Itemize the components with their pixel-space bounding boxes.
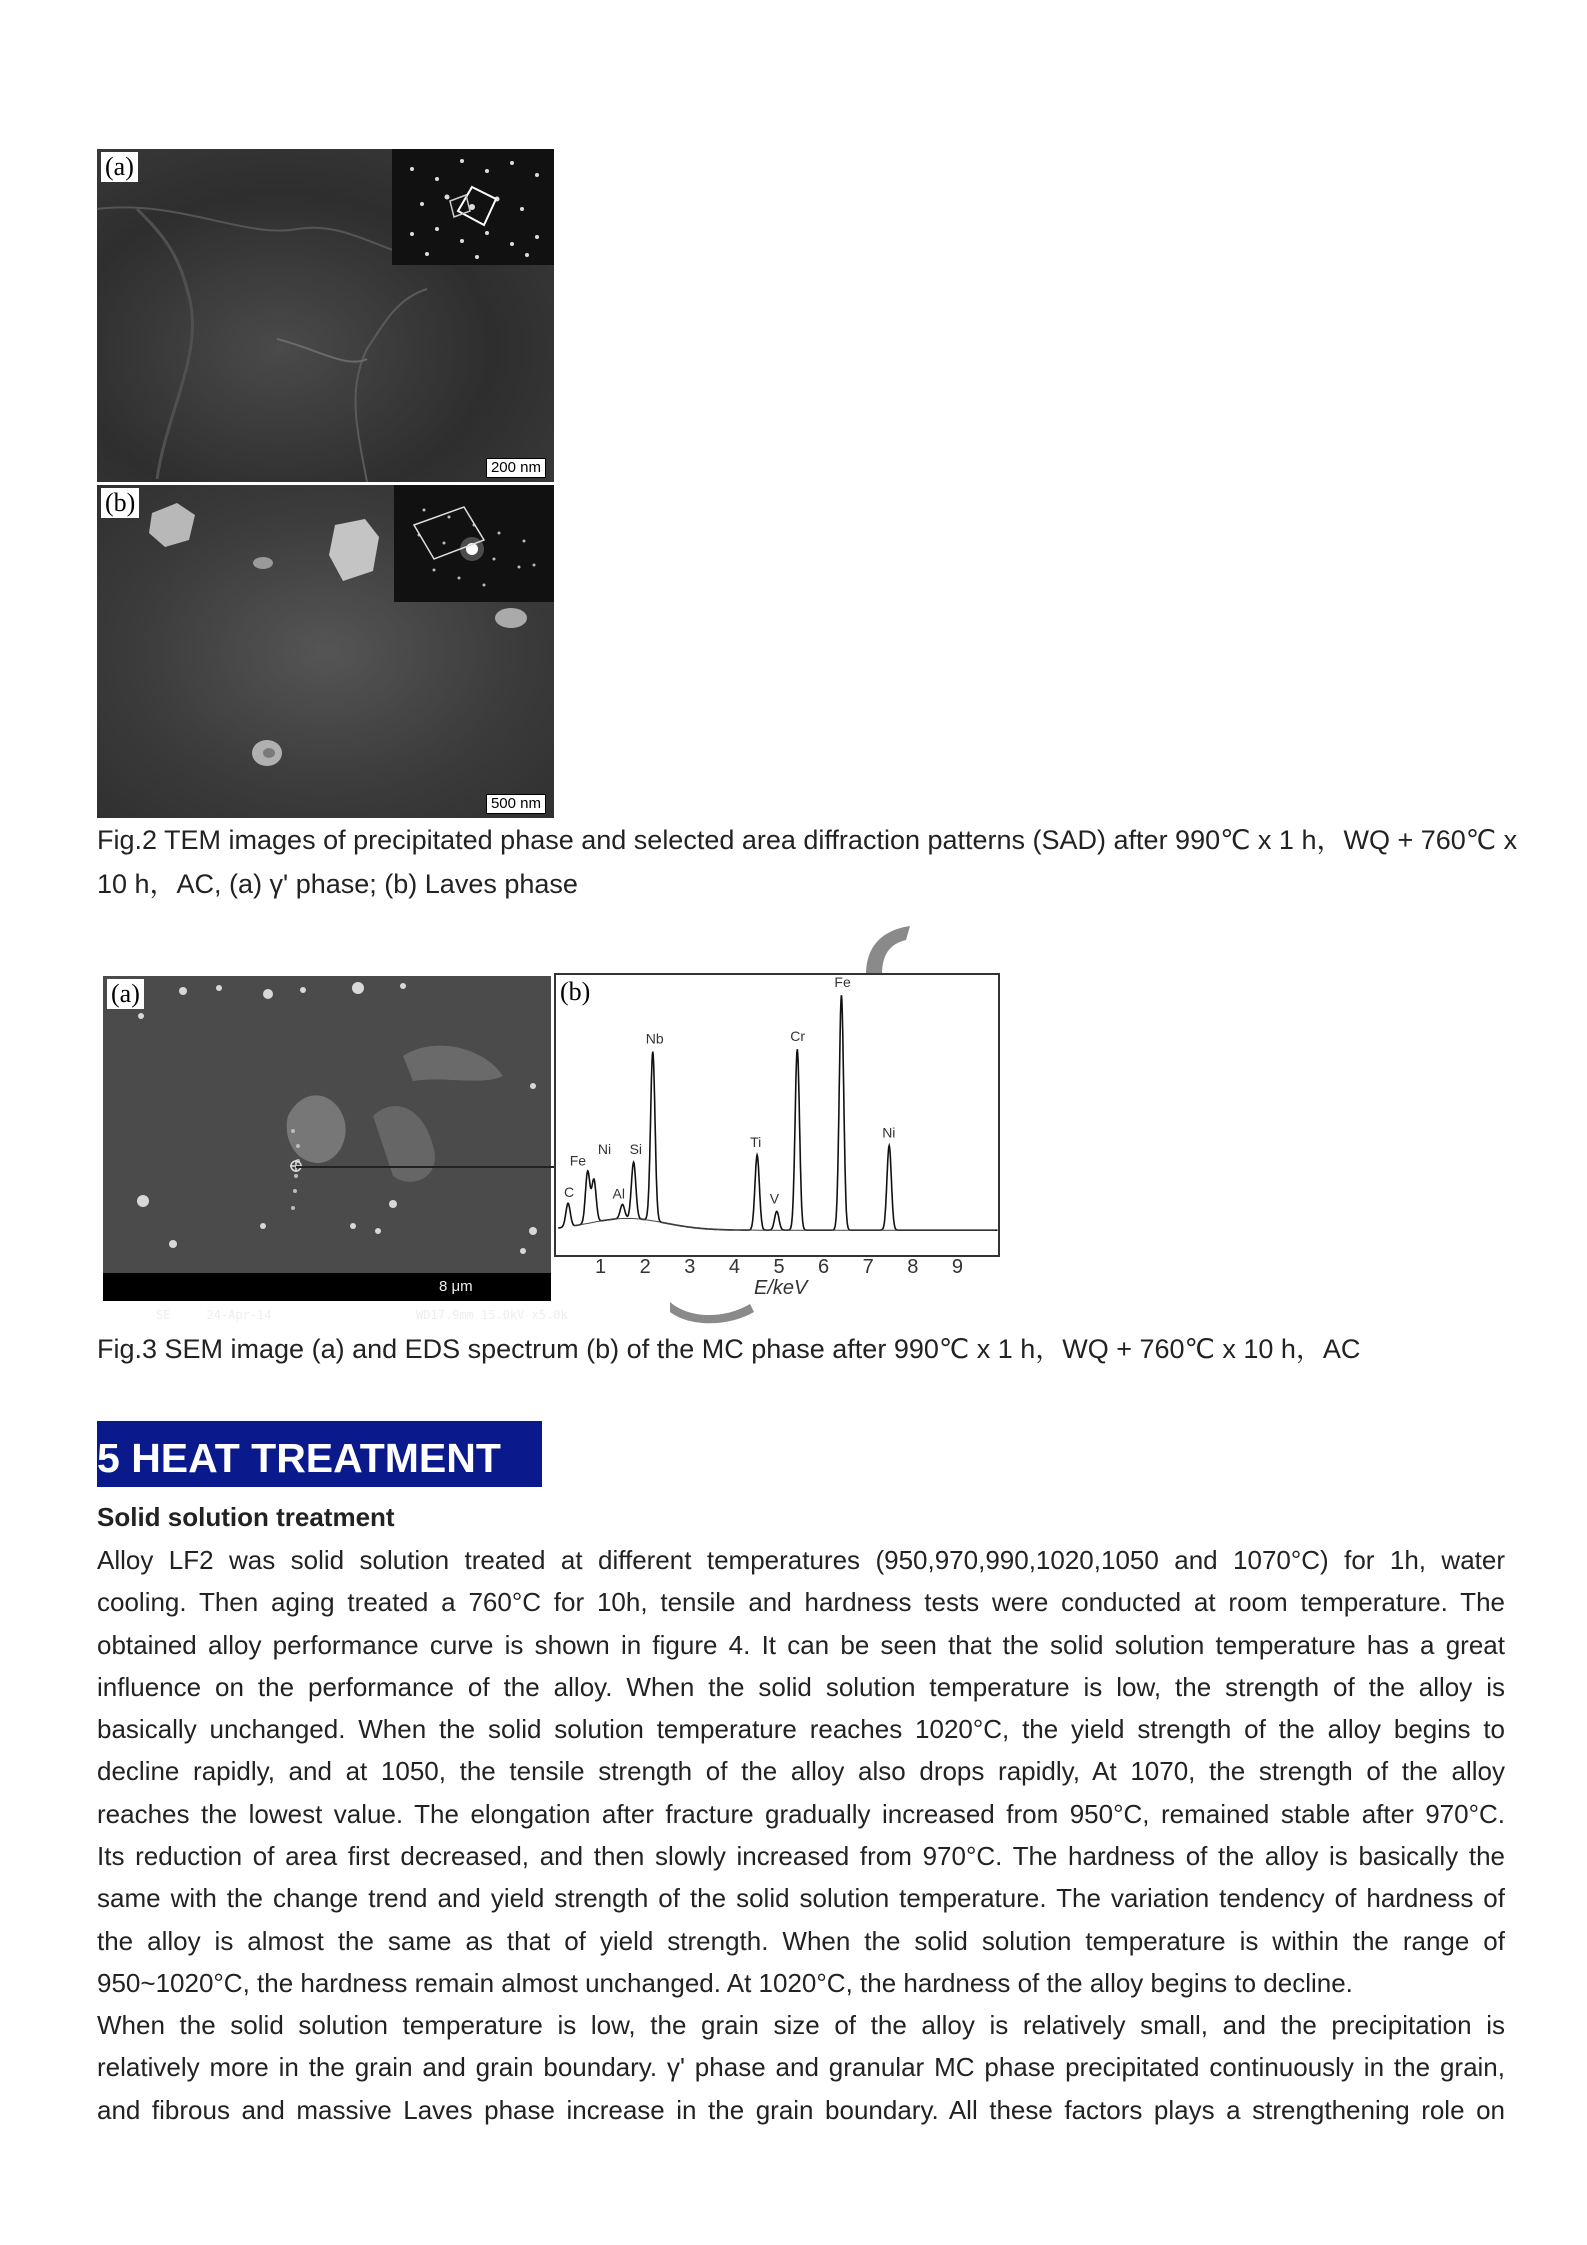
eds-x-tick-label: 9 xyxy=(951,1256,963,1278)
eds-b-label: (b) xyxy=(560,977,591,1006)
eds-peak-label: Fe xyxy=(834,974,851,991)
eds-x-tick-label: 6 xyxy=(818,1256,830,1278)
paragraph-line: reaches the lowest value. The elongation after fracture gradually increased from 950°C, remained stable after 970°C. xyxy=(97,1798,1505,1829)
paragraph-line: When the solid solution temperature is low, the grain size of the alloy is relatively small, and the precipitation is xyxy=(97,2010,1505,2040)
eds-x-tick-label: 5 xyxy=(773,1256,785,1278)
paragraph-line: obtained alloy performance curve is shown in figure 4. It can be seen that the solid solution temperature has a great xyxy=(97,1629,1505,1660)
tem-image-a xyxy=(97,149,554,482)
paragraph-1 xyxy=(97,1539,1505,2004)
eds-peak-label: Ni xyxy=(882,1124,896,1141)
eds-x-tick-label: 4 xyxy=(728,1256,740,1278)
tem-b-scale-bar: 500 nm xyxy=(486,794,546,814)
eds-spectrum-chart xyxy=(556,975,998,1255)
paragraph-line: relatively more in the grain and grain boundary. γ' phase and granular MC phase precipitated continuously in the grain, xyxy=(97,2052,1505,2083)
tem-image-b xyxy=(97,485,554,818)
eds-x-tick-label: 3 xyxy=(684,1256,696,1278)
paragraph-line: the alloy is almost the same as that of yield strength. When the solid solution temperature is within the range of xyxy=(97,1925,1505,1956)
eds-peak-label: Fe xyxy=(569,1152,587,1169)
eds-x-tick-label: 2 xyxy=(639,1256,651,1278)
sad-pattern-b xyxy=(394,485,554,602)
section-heading xyxy=(97,1421,542,1487)
eds-x-axis xyxy=(554,1255,1000,1305)
section-heading-text: 5 HEAT TREATMENT xyxy=(97,1435,501,1481)
eds-peak-label: Nb xyxy=(645,1030,664,1047)
sem-a-label: (a) xyxy=(107,979,144,1009)
fig3-caption: Fig.3 SEM image (a) and EDS spectrum (b) of the MC phase after 990℃ x 1 h，WQ + 760℃ x 10 h，AC xyxy=(97,1334,1361,1364)
paragraph-line: decline rapidly, and at 1050, the tensile strength of the alloy also drops rapidly, At 1070, the strength of the alloy xyxy=(97,1756,1505,1787)
sem-a-texture xyxy=(103,976,551,1301)
paragraph-line: Alloy LF2 was solid solution treated at different temperatures (950,970,990,1020,1050 and 1070°C) for 1h, water xyxy=(97,1545,1505,1575)
fig2-caption-line1: Fig.2 TEM images of precipitated phase and selected area diffraction patterns (SAD) after 990℃ x 1 h，WQ + 760℃ x xyxy=(97,825,1518,855)
eds-peak-label: Ni xyxy=(597,1140,612,1157)
eds-background-line xyxy=(574,1218,996,1230)
paragraph-line: cooling. Then aging treated a 760°C for 10h, tensile and hardness tests were conducted at room temperature. The xyxy=(97,1587,1505,1618)
subheading: Solid solution treatment xyxy=(97,1502,395,1532)
eds-x-tick-label: 8 xyxy=(907,1256,919,1278)
eds-x-tick-label: 1 xyxy=(595,1256,607,1278)
sad-pattern-a-dots xyxy=(392,149,554,265)
fig2-caption xyxy=(97,818,1517,906)
paragraph-line: and fibrous and massive Laves phase increase in the grain boundary. All these factors plays a strengthening role on xyxy=(97,2094,1505,2125)
paragraph-line: influence on the performance of the alloy. When the solid solution temperature is low, the strength of the alloy is xyxy=(97,1671,1505,1702)
sad-pattern-a xyxy=(392,149,554,265)
paragraph-line: Its reduction of area first decreased, and then slowly increased from 970°C. The hardness of the alloy is basically the xyxy=(97,1841,1505,1872)
eds-spectrum-panel xyxy=(554,973,1000,1257)
sem-info-bar xyxy=(103,1273,568,1322)
tem-a-scale-bar: 200 nm xyxy=(486,458,546,478)
sem-info-text: SE 24-Apr-14 WD17.9mm 15.0kV x5.0k xyxy=(155,1308,568,1322)
eds-peak-label: C xyxy=(564,1184,575,1201)
fig2-caption-line2: 10 h，AC, (a) γ' phase; (b) Laves phase xyxy=(97,869,578,899)
sad-pattern-b-dots xyxy=(394,485,554,602)
eds-peak-label: Cr xyxy=(790,1028,806,1045)
tem-b-label: (b) xyxy=(101,488,139,518)
eds-peak-label: Si xyxy=(629,1141,643,1158)
eds-peak-label: Ti xyxy=(750,1133,762,1150)
eds-x-label: E/keV xyxy=(754,1277,808,1299)
paragraph-2 xyxy=(97,2004,1505,2131)
sem-scale-text: 8 μm xyxy=(439,1278,473,1295)
sem-image-a xyxy=(103,976,568,1322)
eds-x-tick-label: 7 xyxy=(862,1256,874,1278)
tem-a-label: (a) xyxy=(101,152,138,182)
paragraph-line: 950~1020°C, the hardness remain almost unchanged. At 1020°C, the hardness of the alloy begins to decline. xyxy=(97,1967,1353,1998)
curved-arrow-top-icon xyxy=(858,920,918,980)
eds-peak-label: V xyxy=(769,1190,780,1207)
eds-peak-label: Al xyxy=(612,1185,625,1202)
paragraph-line: basically unchanged. When the solid solution temperature reaches 1020°C, the yield strength of the alloy begins to xyxy=(97,1714,1505,1745)
paragraph-line: same with the change trend and yield strength of the solid solution temperature. The variation tendency of hardness of xyxy=(97,1883,1505,1914)
